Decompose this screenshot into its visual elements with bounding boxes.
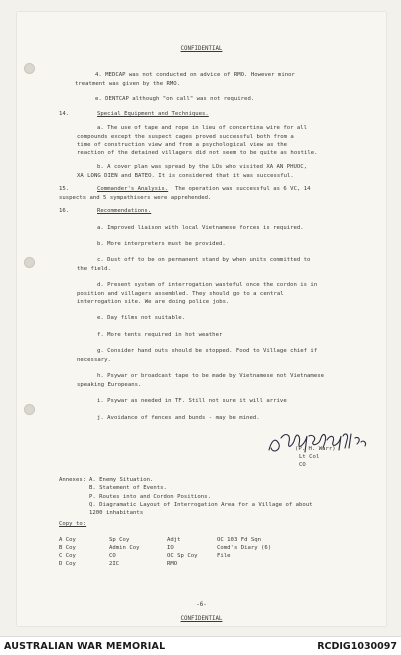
copy-to-label: Copy to: bbox=[59, 521, 87, 527]
text-line: XA LONG DIEN and BATEO. It is considered that it was successful. bbox=[77, 173, 294, 179]
classification-footer: CONFIDENTIAL bbox=[180, 616, 223, 622]
text-line: d. Present system of interrogation wasteful once the cordon is in bbox=[97, 282, 318, 288]
section-number: 14. bbox=[59, 111, 70, 117]
copy-entry: C Coy bbox=[59, 553, 76, 559]
copy-entry: RMO bbox=[167, 561, 178, 567]
annex-item: P. Routes into and Cordon Positions. bbox=[89, 494, 211, 500]
text-line: treatment was given by the RMO. bbox=[75, 81, 181, 87]
signatory-rank: Lt Col bbox=[299, 454, 320, 460]
punch-hole bbox=[24, 63, 35, 74]
copy-entry: OC Sp Coy bbox=[167, 553, 198, 559]
annexes-label: Annexes: bbox=[59, 477, 87, 483]
document-page bbox=[17, 12, 386, 626]
text-line: 4. MEDCAP was not conducted on advice of RMO. However minor bbox=[95, 72, 295, 78]
text-line: The operation was successful as 6 VC, 14 bbox=[175, 186, 311, 192]
annex-item: Q. Diagramatic Layout of Interrogation Area for a Village of about bbox=[89, 502, 313, 508]
archive-reference: RCDIG1030097 bbox=[317, 641, 397, 652]
text-line: j. Avoidance of fences and bunds - may be mined. bbox=[97, 415, 260, 421]
copy-entry: 2IC bbox=[109, 561, 120, 567]
copy-entry: A Coy bbox=[59, 537, 76, 543]
archive-footer-bar bbox=[0, 636, 401, 655]
text-line: the field. bbox=[77, 266, 111, 272]
text-line: e. Day films not suitable. bbox=[97, 315, 186, 321]
text-line: suspects and 5 sympathisers were apprehended. bbox=[59, 195, 212, 201]
text-line: e. DENTCAP although "on call" was not required. bbox=[95, 96, 255, 102]
annex-item: A. Enemy Situation. bbox=[89, 477, 154, 483]
section-title: Recommendations. bbox=[97, 208, 152, 214]
text-line: a. The use of tape and rope in lieu of concertina wire for all bbox=[97, 125, 308, 131]
copy-entry: Admin Coy bbox=[109, 545, 140, 551]
copy-entry: File bbox=[217, 553, 231, 559]
text-line: compounds except the suspect cages proved successful both from a bbox=[77, 134, 294, 140]
section-number: 16. bbox=[59, 208, 70, 214]
signature-mark bbox=[265, 424, 375, 460]
section-title: Commander's Analysis. bbox=[97, 186, 169, 192]
annex-item: 1200 inhabitants bbox=[89, 510, 144, 516]
copy-entry: OC 103 Fd Sqn bbox=[217, 537, 262, 543]
page-number: -6- bbox=[196, 602, 207, 608]
section-number: 15. bbox=[59, 186, 70, 192]
text-line: interrogation site. We are doing police jobs. bbox=[77, 299, 230, 305]
text-line: b. More interpreters must be provided. bbox=[97, 241, 226, 247]
text-line: position and villagers assembled. They should go to a central bbox=[77, 291, 284, 297]
copy-entry: Comd's Diary (6) bbox=[217, 545, 272, 551]
text-line: f. More tents required in hot weather bbox=[97, 332, 223, 338]
section-title: Special Equipment and Techniques. bbox=[97, 111, 209, 117]
text-line: necessary. bbox=[77, 357, 111, 363]
text-line: g. Consider hand outs should be stopped. Food to Village chief if bbox=[97, 348, 318, 354]
copy-entry: B Coy bbox=[59, 545, 76, 551]
classification-header: CONFIDENTIAL bbox=[180, 46, 223, 52]
text-line: time of construction view and from a psychological view as the bbox=[77, 142, 288, 148]
archive-name: AUSTRALIAN WAR MEMORIAL bbox=[4, 641, 166, 652]
copy-entry: IO bbox=[167, 545, 174, 551]
copy-entry: D Coy bbox=[59, 561, 76, 567]
text-line: speaking Europeans. bbox=[77, 382, 142, 388]
text-line: a. Improved liaison with local Vietnamese forces is required. bbox=[97, 225, 304, 231]
text-line: b. A cover plan was spread by the LOs who visited XA AN PHUOC, bbox=[97, 164, 308, 170]
copy-entry: Adjt bbox=[167, 537, 181, 543]
text-line: c. Dust off to be on permanent stand by when units committed to bbox=[97, 257, 311, 263]
copy-entry: Sp Coy bbox=[109, 537, 130, 543]
punch-hole bbox=[24, 257, 35, 268]
text-line: h. Psywar or broadcast tape to be made by Vietnamese not Vietnamese bbox=[97, 373, 324, 379]
copy-entry: CO bbox=[109, 553, 116, 559]
punch-hole bbox=[24, 404, 35, 415]
text-line: reaction of the detained villagers did not seem to be quite as hostile. bbox=[77, 150, 318, 156]
signatory-name: (P. H. Warr) bbox=[295, 446, 336, 452]
signatory-appointment: CO bbox=[299, 462, 306, 468]
annex-item: B. Statement of Events. bbox=[89, 485, 167, 491]
text-line: i. Psywar as needed in TF. Still not sure it will arrive bbox=[97, 398, 287, 404]
